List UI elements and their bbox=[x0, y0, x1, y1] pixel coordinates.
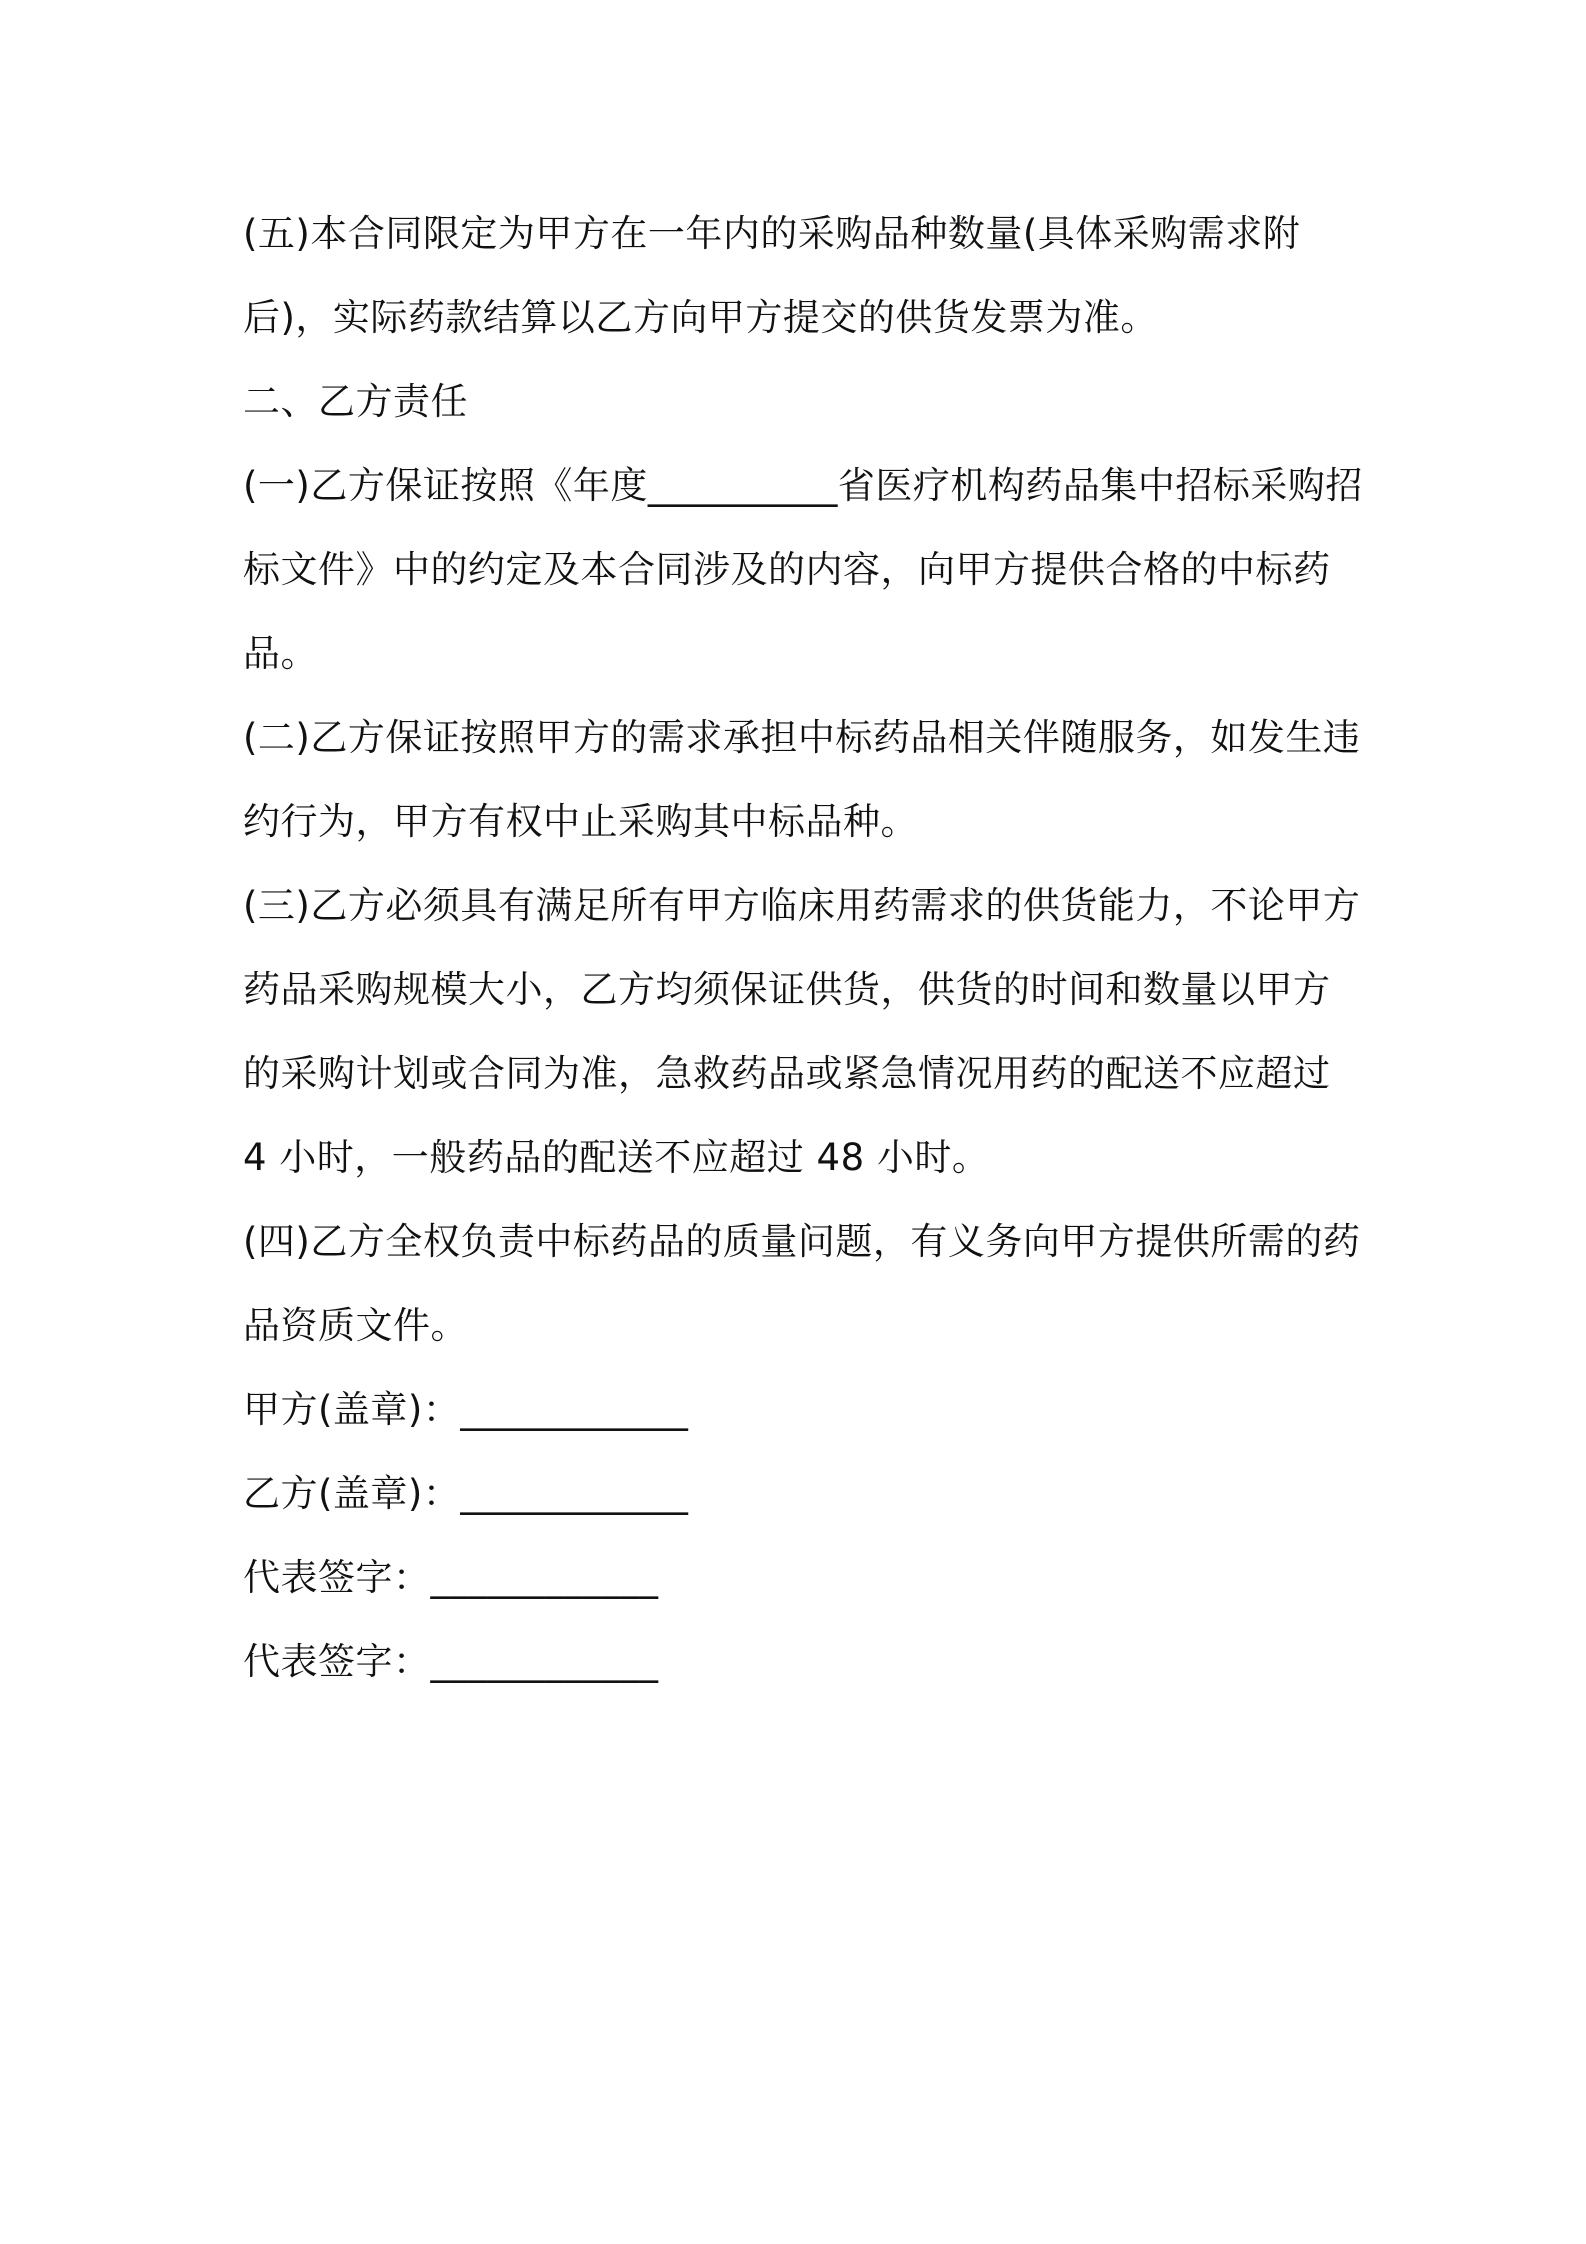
signature-line-representative-b bbox=[243, 1620, 1363, 1704]
signature-label: 代表签字： bbox=[243, 1556, 431, 1599]
clause-two-paragraph: (二)乙方保证按照甲方的需求承担中标药品相关伴随服务，如发生违约行为，甲方有权中止采购其中标品种。 bbox=[243, 716, 1361, 843]
clause-five-paragraph: (五)本合同限定为甲方在一年内的采购品种数量(具体采购需求附后)，实际药款结算以乙方向甲方提交的供货发票为准。 bbox=[243, 212, 1301, 339]
signature-line-representative-a bbox=[243, 1536, 1363, 1620]
signature-label: 甲方(盖章)： bbox=[243, 1388, 461, 1431]
signature-blank: ____________ bbox=[460, 1388, 689, 1431]
signature-label: 代表签字： bbox=[243, 1640, 431, 1683]
document-body bbox=[243, 192, 1363, 1704]
signature-blank: ____________ bbox=[430, 1640, 659, 1683]
signature-blank: ____________ bbox=[460, 1472, 689, 1515]
signature-blank: ____________ bbox=[430, 1556, 659, 1599]
signature-line-party-b bbox=[243, 1452, 1363, 1536]
clause-three-paragraph: (三)乙方必须具有满足所有甲方临床用药需求的供货能力，不论甲方药品采购规模大小，乙方均须保证供货，供货的时间和数量以甲方的采购计划或合同为准，急救药品或紧急情况用药的配送不应超过 4 小时，一般药品的配送不应超过 48 小时。 bbox=[243, 884, 1361, 1179]
signature-line-party-a bbox=[243, 1368, 1363, 1452]
clause-one-paragraph: (一)乙方保证按照《年度__________省医疗机构药品集中招标采购招标文件》中的约定及本合同涉及的内容，向甲方提供合格的中标药品。 bbox=[243, 464, 1363, 675]
clause-four-paragraph: (四)乙方全权负责中标药品的质量问题，有义务向甲方提供所需的药品资质文件。 bbox=[243, 1220, 1361, 1347]
section-heading-party-b-responsibility: 二、乙方责任 bbox=[243, 380, 468, 423]
signature-label: 乙方(盖章)： bbox=[243, 1472, 461, 1515]
